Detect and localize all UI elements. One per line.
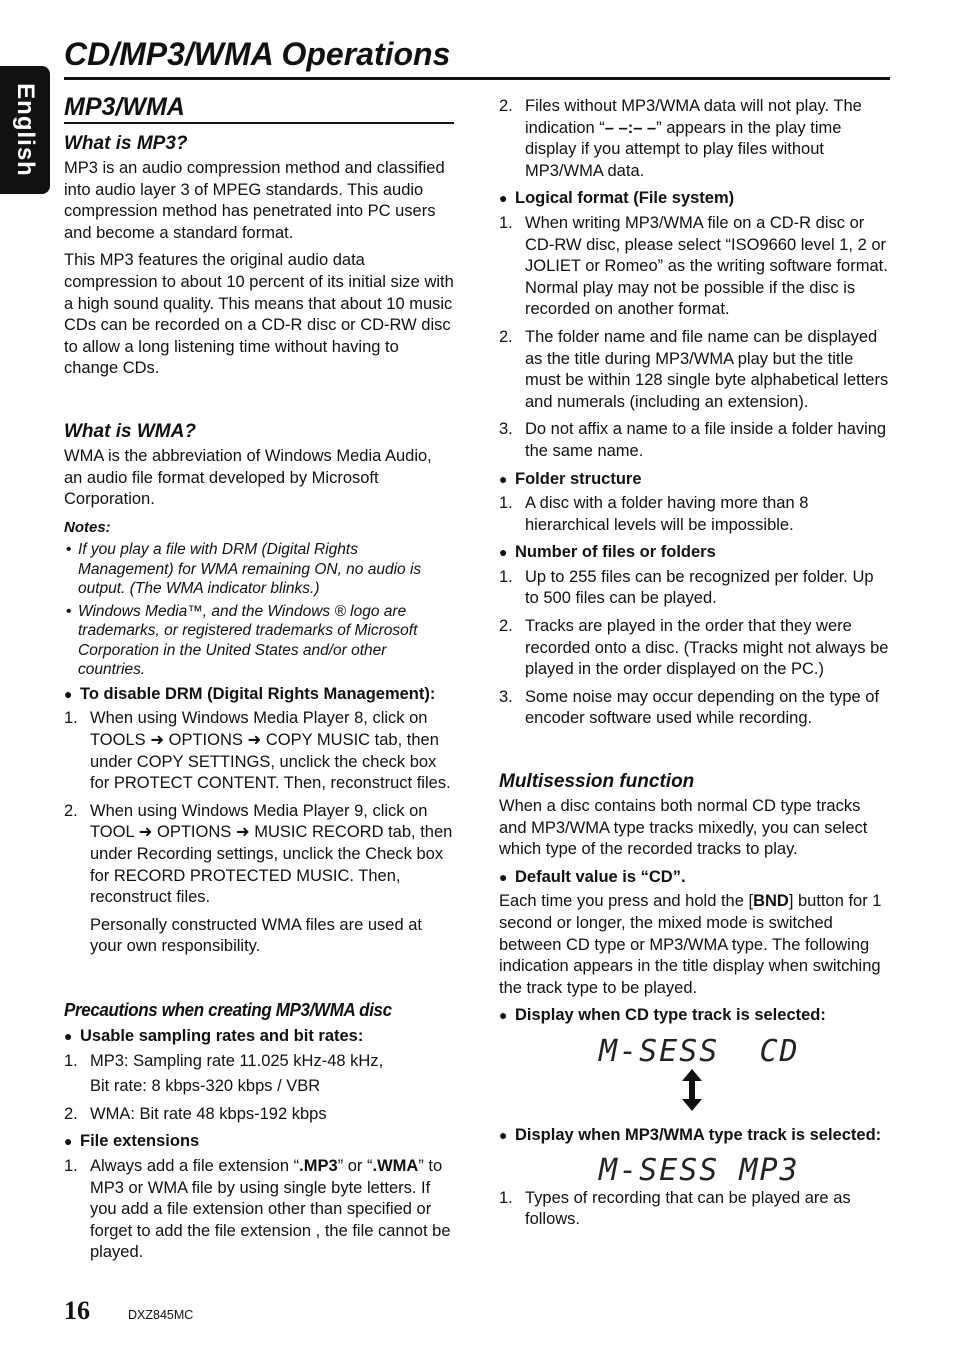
page-number: 16 [64, 1296, 90, 1325]
rate-item: 1. MP3: Sampling rate 11.025 kHz-48 kHz, Bit rate: 8 kbps-320 kbps / VBR [64, 1051, 384, 1096]
what-mp3-p2: This MP3 features the original audio data compression to about 10 percent of its initial size with a high sound quality. This means that about 10 music CDs can be recorded on a CD-R disc or CD-RW disc to allow a long listening time without having to change CDs. [64, 251, 454, 378]
note-item: • If you play a file with DRM (Digital Rights Management) for WMA remaining ON, no audio is output. (The WMA indicator blinks.) [64, 540, 454, 599]
title-rule [64, 77, 890, 80]
rate-item: 2. WMA: Bit rate 48 kbps-192 kbps [64, 1104, 327, 1123]
lcd-display-mp3: M-SESS MP3 [599, 1153, 800, 1189]
drm-extra: Personally constructed WMA files are used at your own responsibility. [90, 915, 422, 956]
mp3-display-heading: ● Display when MP3/WMA type track is selected: [499, 1125, 891, 1147]
notes-heading: Notes: [64, 518, 111, 536]
folder-item: 1. A disc with a folder having more than 8 hierarchical levels will be impossible. [499, 494, 809, 534]
multisession-p2: Each time you press and hold the [BND] button for 1 second or longer, the mixed mode is switched between CD type or MP3/WMA type. The following indication appears in the title display when switching the track type to be played. [499, 892, 882, 997]
folder-heading: ● Folder structure [499, 469, 891, 491]
multisession-heading: Multisession function [499, 771, 695, 793]
cd-display-heading: ● Display when CD type track is selected: [499, 1005, 891, 1027]
section-title: MP3/WMA [64, 92, 454, 124]
multisession-p1: When a disc contains both normal CD type tracks and MP3/WMA type tracks mixedly, you can select which type of the recorded tracks to play. [499, 797, 868, 859]
rates-heading: ● Usable sampling rates and bit rates: [64, 1026, 454, 1048]
language-tab [0, 66, 50, 194]
default-value: ● Default value is “CD”. [499, 867, 891, 889]
lcd-display-cd: M-SESS CD [599, 1033, 800, 1069]
right-column [499, 96, 891, 1237]
what-mp3-p1: MP3 is an audio compression method and classified into audio layer 3 of MPEG standards. This audio compression method has penetrated into PC users and become a standard format. [64, 159, 445, 242]
recording-item: 1. Types of recording that can be played are as follows. [499, 1188, 851, 1229]
ext-heading: ● File extensions [64, 1131, 454, 1153]
logical-item: 2. The folder name and file name can be displayed as the title during MP3/WMA play but the title must be within 128 single byte alphabetical letters and numerals (including an extension). [499, 327, 889, 411]
logical-item: 3. Do not affix a name to a file inside a folder having the same name. [499, 420, 887, 460]
up-down-arrow-icon [682, 1069, 702, 1111]
number-item: 3. Some noise may occur depending on the type of encoder software used while recording. [499, 687, 880, 728]
ext-item: 1. Always add a file extension “.MP3” or “.WMA” to MP3 or WMA file by using single byte letters. If you add a file extension other than specified or forget to add the file extension , the file cannot be played. [64, 1156, 451, 1262]
logical-item: 1. When writing MP3/WMA file on a CD-R disc or CD-RW disc, please select “ISO9660 level 1, 2 or JOLIET or Romeo” as the writing software format. Normal play may not be possible if the disc is recorded on another format. [499, 213, 888, 319]
page-title: CD/MP3/WMA Operations [64, 36, 451, 72]
number-heading: ● Number of files or folders [499, 542, 891, 564]
drm-item: 1. When using Windows Media Player 8, click on TOOLS ➜ OPTIONS ➜ COPY MUSIC tab, then under COPY SETTINGS, unclick the check box for PROTECT CONTENT. Then, reconstruct files. [64, 709, 451, 793]
file-item: 2. Files without MP3/WMA data will not play. The indication “– –:– –” appears in the play time display if you attempt to play files without MP3/WMA data. [499, 97, 862, 180]
left-column [64, 92, 454, 1270]
what-wma-heading: What is WMA? [64, 420, 196, 442]
language-tab-label: English [12, 83, 39, 177]
logical-heading: ● Logical format (File system) [499, 188, 891, 210]
note-item: • Windows Media™, and the Windows ® logo are trademarks, or registered trademarks of Microsoft Corporation in the United States and/or other countries. [64, 602, 454, 680]
number-item: 1. Up to 255 files can be recognized per folder. Up to 500 files can be played. [499, 567, 874, 608]
what-mp3-heading: What is MP3? [64, 133, 188, 154]
drm-item: 2. When using Windows Media Player 9, click on TOOL ➜ OPTIONS ➜ MUSIC RECORD tab, then under Recording settings, unclick the Check box for RECORD PROTECTED MUSIC. Then, reconstruct files. [64, 801, 453, 907]
drm-heading: ● To disable DRM (Digital Rights Management): [64, 684, 454, 706]
what-wma-p1: WMA is the abbreviation of Windows Media Audio, an audio file format developed by Microsoft Corporation. [64, 446, 432, 509]
number-item: 2. Tracks are played in the order that they were recorded onto a disc. (Tracks might not always be played in the order displayed on the PC.) [499, 617, 889, 679]
precautions-heading: Precautions when creating MP3/WMA disc [64, 998, 392, 1020]
model-number: DXZ845MC [128, 1308, 194, 1322]
